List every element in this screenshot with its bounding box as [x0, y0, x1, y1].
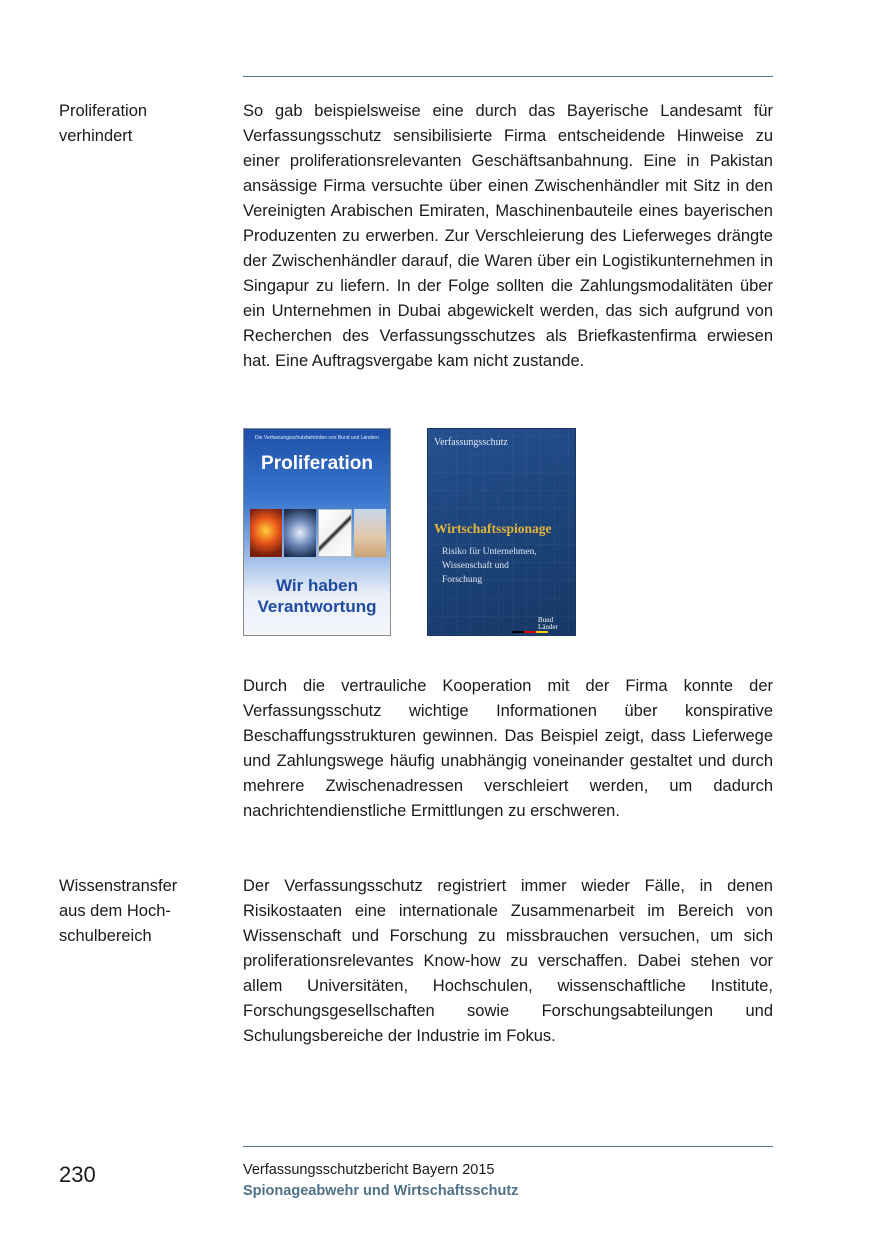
logo-line: Länder — [538, 623, 558, 631]
margin-note-line: Wissenstransfer — [59, 877, 178, 895]
atom-photo — [284, 509, 316, 557]
paragraph-cooperation: Durch die vertrauliche Kooperation mit der Firma konnte der Verfassungsschutz wichtige Informationen über konspirative Beschaffungsstrukturen gewinnen. Das Beispiel zeigt, dass Lieferwege und Zahlungswege häufig unabhängig voneinander gestaltet und durch mehrere Zwischenadressen verschleiert werden, um dadurch nachrichtendienstliche Ermittlungen zu erschweren. — [243, 677, 773, 820]
cover-photo-strip — [250, 509, 384, 557]
footer-rule — [243, 1146, 773, 1147]
margin-note-line: aus dem Hoch- — [59, 902, 171, 920]
cover-title: Proliferation — [261, 453, 373, 474]
footer-publication-title: Verfassungsschutzbericht Bayern 2015 — [243, 1162, 495, 1178]
bund-laender-logo — [538, 617, 558, 631]
cover-subtitle — [442, 545, 537, 587]
margin-note-line: Proliferation — [59, 102, 148, 120]
handshake-photo — [318, 509, 352, 557]
flag-stripe — [512, 631, 548, 633]
margin-note-wissenstransfer — [59, 874, 229, 949]
subtitle-line: Risiko für Unternehmen, — [442, 547, 537, 557]
cover-slogan — [244, 575, 390, 617]
footer-chapter-title: Spionageabwehr und Wirtschaftsschutz — [243, 1183, 519, 1199]
margin-note-line: schulbereich — [59, 927, 152, 945]
logo-line: Bund — [538, 616, 554, 624]
book-cover-proliferation — [243, 428, 391, 636]
page-number: 230 — [59, 1162, 96, 1187]
paragraph-wissenstransfer: Der Verfassungsschutz registriert immer wieder Fälle, in denen Risikostaaten eine internationale Zusammenarbeit im Bereich von Wissenschaft und Forschung zu missbrauchen versuchen, um sich proliferationsrelevantes Know-how zu verschaffen. Dabei stehen vor allem Universitäten, Hochschulen, wissenschaftliche Institute, Forschungsgesellschaften sowie Forschungsabteilungen und Schulungsbereiche der Industrie im Fokus. — [243, 877, 773, 1045]
slogan-line: Verantwortung — [257, 597, 377, 616]
book-cover-wirtschaftsspionage — [427, 428, 576, 636]
header-rule — [243, 76, 773, 77]
subtitle-line: Wissenschaft und — [442, 561, 509, 571]
cover-publisher: Verfassungsschutz — [434, 437, 508, 448]
subtitle-line: Forschung — [442, 575, 483, 585]
explosion-photo — [250, 509, 282, 557]
margin-note-proliferation — [59, 99, 229, 149]
rocket-photo — [354, 509, 386, 557]
margin-note-line: verhindert — [59, 127, 133, 145]
slogan-line: Wir haben — [275, 576, 359, 595]
cover-header-text: Die Verfassungsschutzbehörden von Bund und Ländern — [255, 435, 379, 441]
paragraph-proliferation: So gab beispielsweise eine durch das Bayerische Landesamt für Verfassungsschutz sensibilisierte Firma entscheidende Hinweise zu einer proliferationsrelevanten Geschäftsanbahnung. Eine in Pakistan ansässige Firma versuchte über einen Zwischenhändler mit Sitz in den Vereinigten Arabischen Emiraten, Maschinenbauteile eines bayerischen Produzenten zu erwerben. Zur Verschleierung des Lieferweges drängte der Zwischenhändler darauf, die Waren über ein Logistikunternehmen in Singapur zu liefern. In der Folge sollten die Zahlungsmodalitäten über ein Unternehmen in Dubai abgewickelt werden, das sich aufgrund von Recherchen des Verfassungsschutzes als Briefkastenfirma erwiesen hat. Eine Auftragsvergabe kam nicht zustande. — [243, 102, 773, 370]
cover-title: Wirtschaftsspionage — [434, 521, 552, 536]
